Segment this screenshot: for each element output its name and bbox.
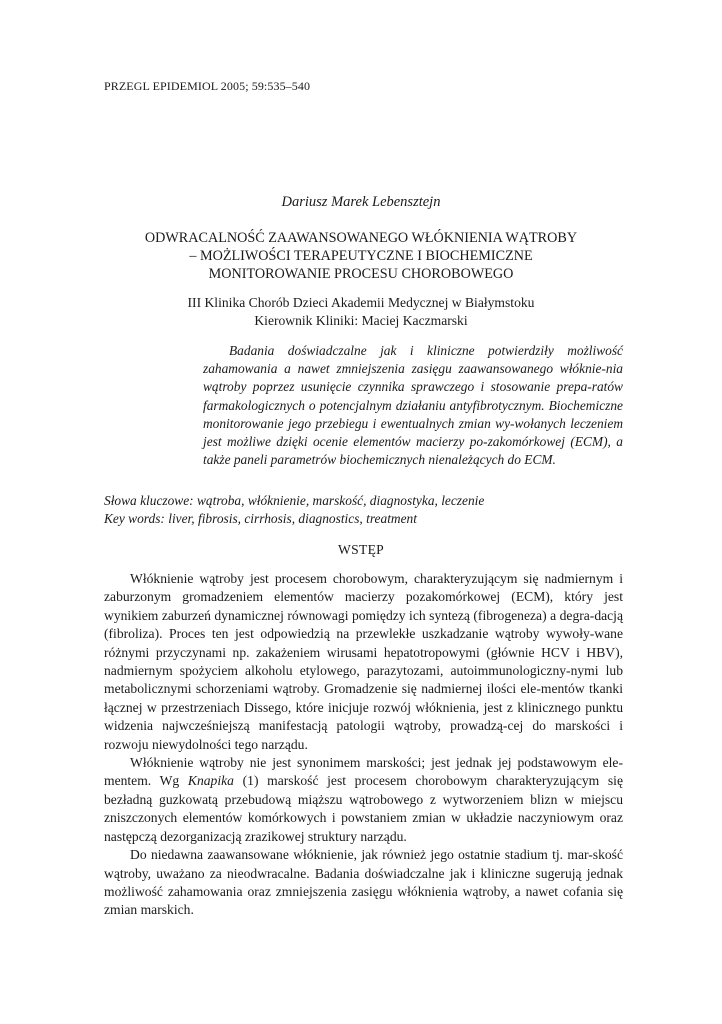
paragraph-text: (1) marskość jest procesem chorobowym charakteryzującym się bezładną guzkowatą przebudową miąższu wątrobowego z wytworzeniem blizn w miejscu zniszczonych elementów komórkowych i powstaniem zmian w układzie naczyniowym oraz następczą dezorganizacją zrazikowej struktury narządu. [104,773,623,844]
affiliation [0,294,722,330]
article-title [100,229,622,283]
paragraph-text: Włóknienie wątroby nie jest synonimem marskości; jest jednak jej podstawowym ele-mentem. Wg [104,755,623,789]
affiliation-clinic: III Klinika Chorób Dzieci Akademii Medycznej w Białymstoku [187,295,535,310]
journal-reference: PRZEGL EPIDEMIOL 2005; 59:535–540 [104,79,311,93]
keywords-english: Key words: liver, fibrosis, cirrhosis, diagnostics, treatment [104,511,417,526]
section-heading: WSTĘP [337,542,385,557]
citation-author: Knapika [187,773,234,789]
body-text [104,570,623,920]
author-name: Dariusz Marek Lebensztejn [281,194,441,210]
title-line: MONITOROWANIE PROCESU CHOROBOWEGO [208,266,514,282]
affiliation-head: Kierownik Kliniki: Maciej Kaczmarski [254,313,468,328]
title-line: – MOŻLIWOŚCI TERAPEUTYCZNE I BIOCHEMICZNE [189,248,533,264]
keywords-block [104,492,484,528]
keywords-polish: Słowa kluczowe: wątroba, włóknienie, marskość, diagnostyka, leczenie [104,493,485,508]
paragraph [104,754,623,846]
title-line: ODWRACALNOŚĆ ZAAWANSOWANEGO WŁÓKNIENIA WĄTROBY [144,230,578,246]
paragraph: Włóknienie wątroby jest procesem chorobowym, charakteryzującym się nadmiernym i zaburzonym gromadzeniem elementów macierzy pozakomórkowej (ECM), który jest wynikiem zaburzeń dynamicznej równowagi pomiędzy ich syntezą (fibrogeneza) a degra-dacją (fibroliza). Proces ten jest odpowiedzią na przewlekłe uszkadzanie wątroby wywoły-wane różnymi przyczynami np. zakażeniem wirusami hepatotropowymi (głównie HCV i HBV), nadmiernym spożyciem alkoholu etylowego, parazytozami, autoimmunologiczny-nymi lub metabolicznymi schorzeniami wątroby. Gromadzenie się nadmiernej ilości ele-mentów tkanki łącznej w przestrzeniach Dissego, które inicjuje rozwój włóknienia, jest z klinicznego punktu widzenia najwcześniejszą manifestacją patologii wątroby, prowadzą-cej do marskości i rozwoju niewydolności tego narządu. [104,571,623,752]
paragraph: Do niedawna zaawansowane włóknienie, jak również jego ostatnie stadium tj. mar-skość wątroby, uważano za nieodwracalne. Badania doświadczalne jak i kliniczne sugerują jednak możliwość zahamowania oraz zmniejszenia zasięgu włóknienia wątroby, a nawet cofania się zmian marskich. [104,847,623,918]
abstract: Badania doświadczalne jak i kliniczne potwierdziły możliwość zahamowania a nawet zmniejszenia zasięgu zaawansowanego włóknie-nia wątroby poprzez usunięcie czynnika sprawczego i stosowanie prepa-ratów farmakologicznych o potencjalnym działaniu antyfibrotycznym. Biochemiczne monitorowanie jego przebiegu i ewentualnych zmian wy-wołanych leczeniem jest możliwe dzięki ocenie elementów macierzy po-zakomórkowej (ECM), a także paneli parametrów biochemicznych nienależących do ECM. [203,343,623,468]
